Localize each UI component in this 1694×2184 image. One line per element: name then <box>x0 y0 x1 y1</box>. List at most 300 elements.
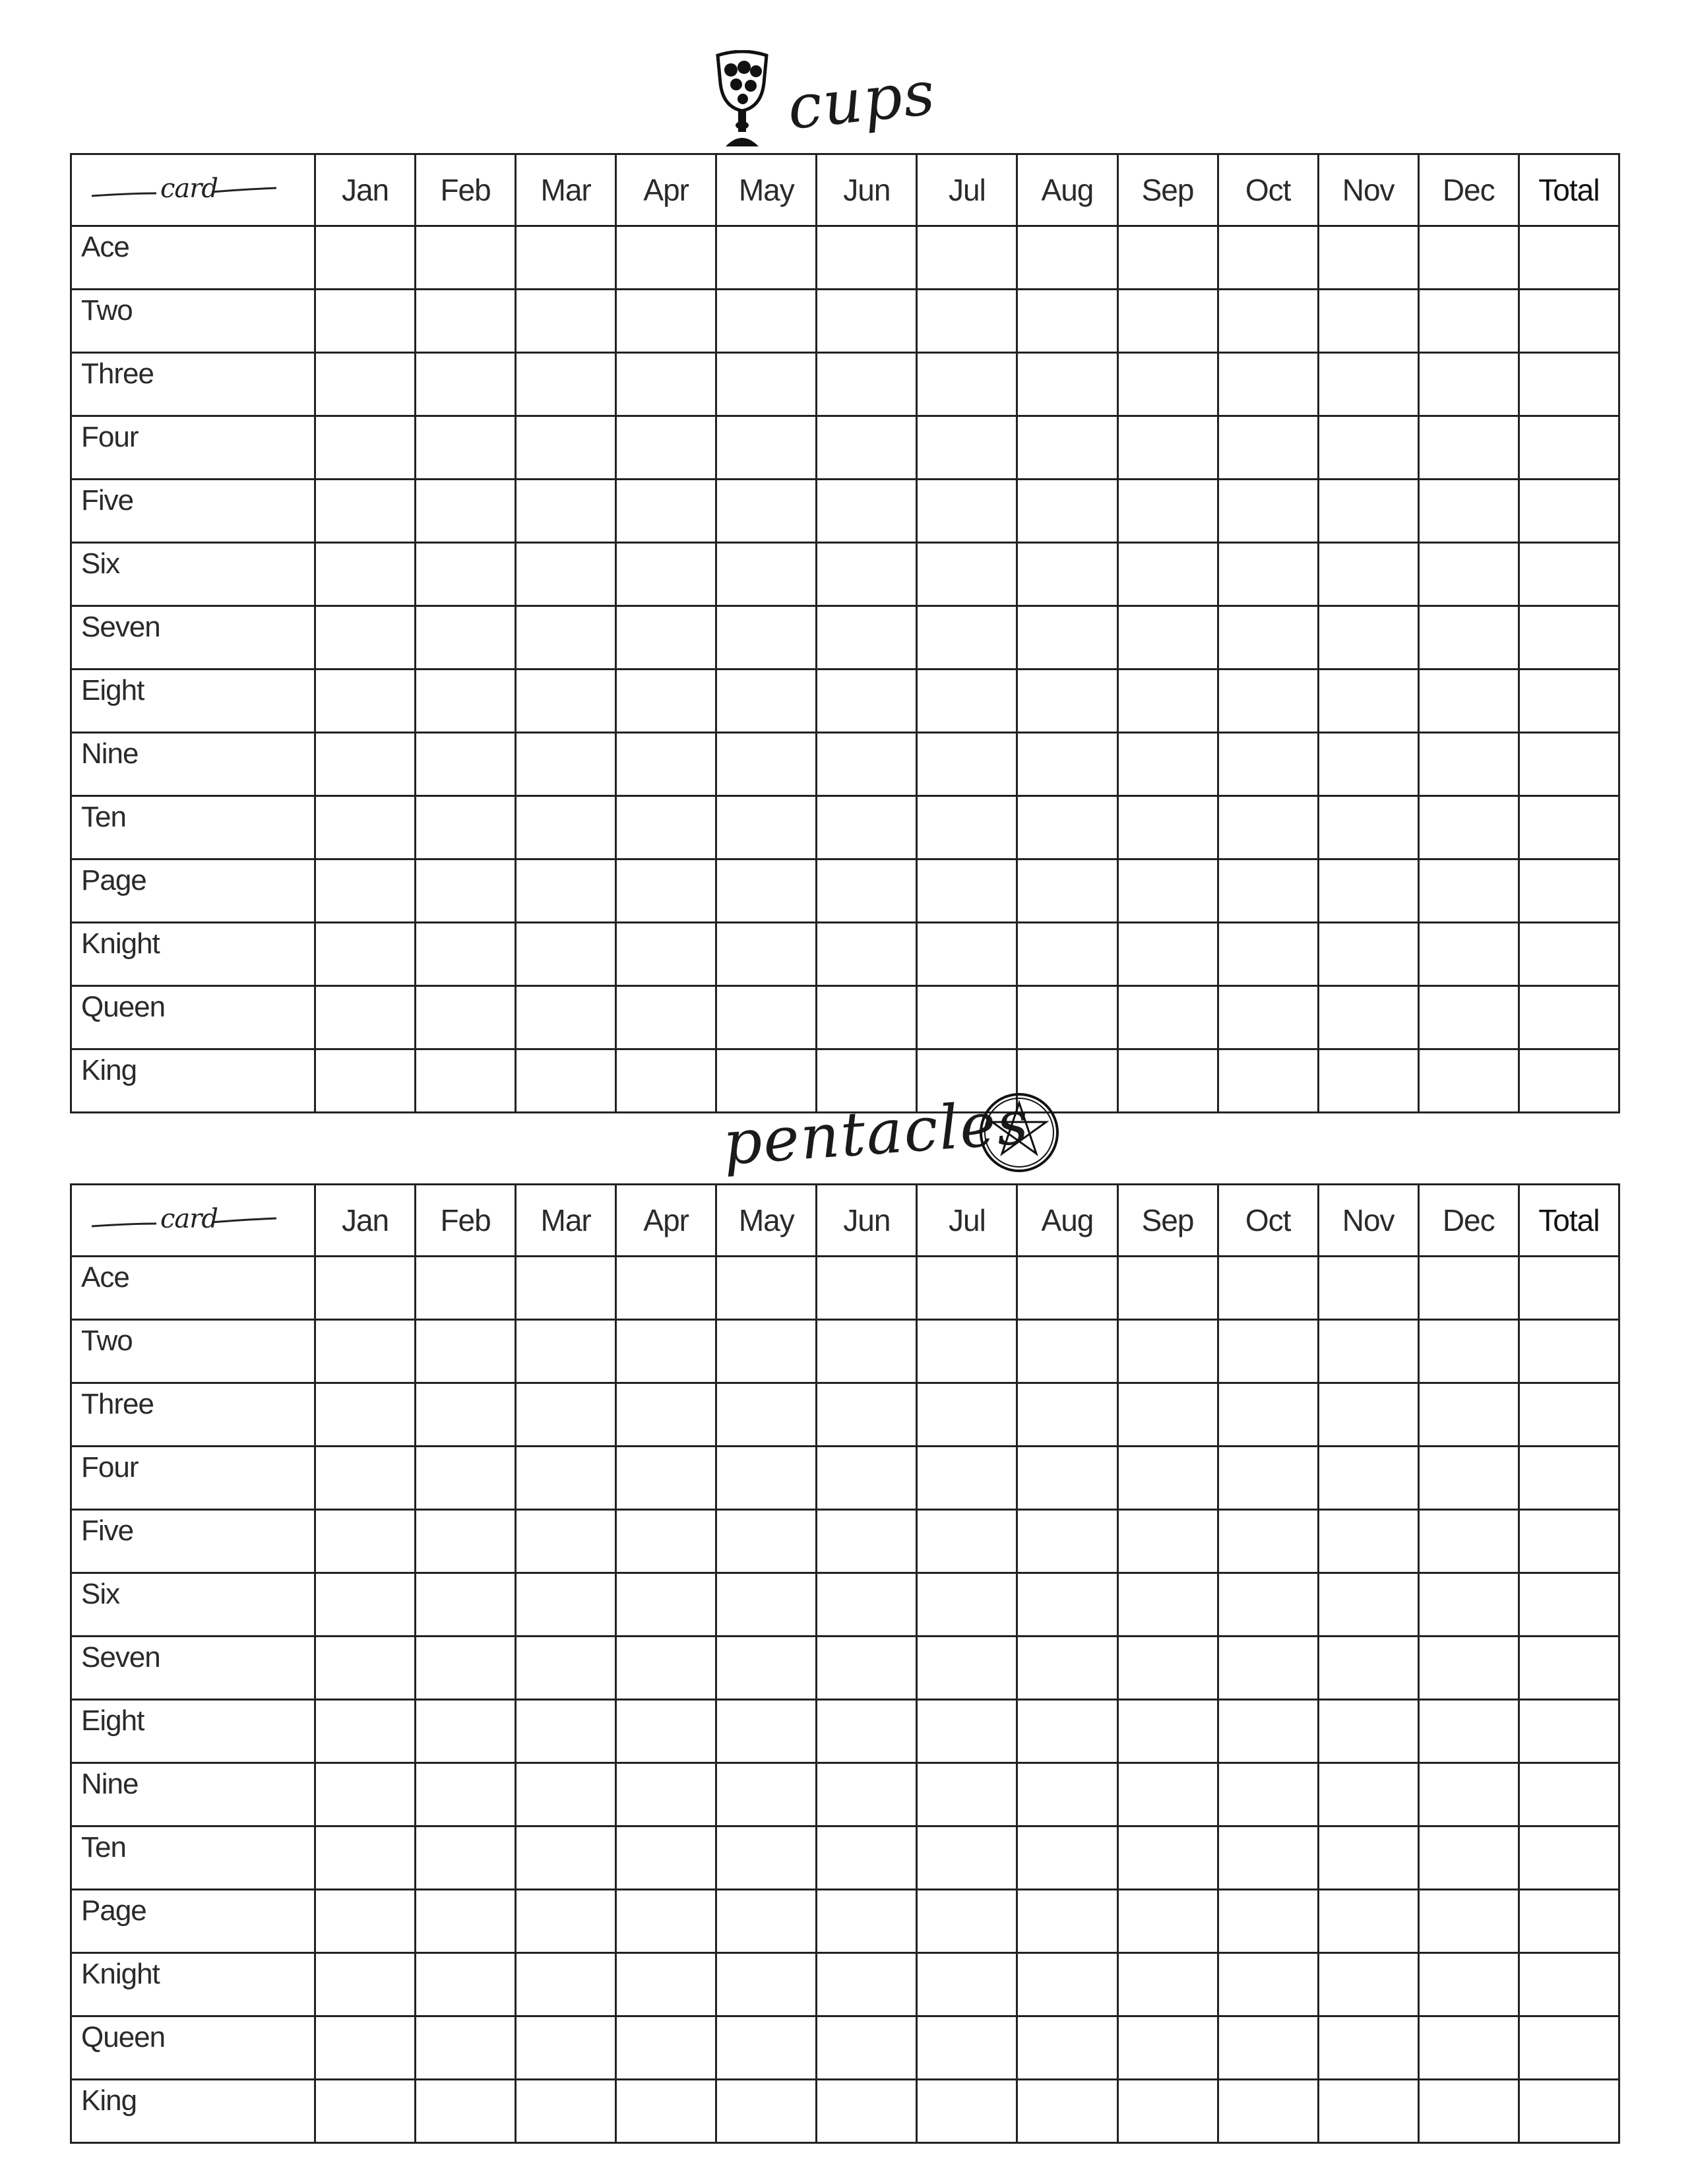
tally-cell-nov[interactable] <box>1318 733 1418 796</box>
tally-cell-jun[interactable] <box>817 923 917 986</box>
tally-cell-aug[interactable] <box>1017 986 1117 1049</box>
tally-cell-jul[interactable] <box>917 1320 1017 1383</box>
tally-cell-sep[interactable] <box>1117 1763 1218 1826</box>
tally-cell-may[interactable] <box>716 606 817 670</box>
tally-cell-jul[interactable] <box>917 226 1017 290</box>
tally-cell-mar[interactable] <box>516 859 616 923</box>
tally-cell-oct[interactable] <box>1218 733 1318 796</box>
tally-cell-dec[interactable] <box>1418 1890 1519 1953</box>
tally-cell-oct[interactable] <box>1218 670 1318 733</box>
tally-cell-may[interactable] <box>716 1510 817 1573</box>
tally-cell-feb[interactable] <box>416 923 516 986</box>
tally-cell-dec[interactable] <box>1418 1257 1519 1320</box>
tally-cell-sep[interactable] <box>1117 1320 1218 1383</box>
tally-cell-dec[interactable] <box>1418 2016 1519 2080</box>
tally-cell-jun[interactable] <box>817 480 917 543</box>
tally-cell-oct[interactable] <box>1218 226 1318 290</box>
tally-cell-apr[interactable] <box>616 290 716 353</box>
tally-cell-oct[interactable] <box>1218 480 1318 543</box>
total-cell[interactable] <box>1519 2080 1619 2143</box>
tally-cell-apr[interactable] <box>616 1826 716 1890</box>
tally-cell-jun[interactable] <box>817 2016 917 2080</box>
total-cell[interactable] <box>1519 1510 1619 1573</box>
total-cell[interactable] <box>1519 1890 1619 1953</box>
tally-cell-oct[interactable] <box>1218 1383 1318 1447</box>
tally-cell-feb[interactable] <box>416 1573 516 1637</box>
tally-cell-aug[interactable] <box>1017 1257 1117 1320</box>
tally-cell-aug[interactable] <box>1017 416 1117 480</box>
tally-cell-dec[interactable] <box>1418 1953 1519 2016</box>
tally-cell-may[interactable] <box>716 1257 817 1320</box>
tally-cell-may[interactable] <box>716 226 817 290</box>
tally-cell-may[interactable] <box>716 2016 817 2080</box>
tally-cell-may[interactable] <box>716 1447 817 1510</box>
tally-cell-dec[interactable] <box>1418 733 1519 796</box>
tally-cell-jun[interactable] <box>817 290 917 353</box>
tally-cell-apr[interactable] <box>616 859 716 923</box>
tally-cell-sep[interactable] <box>1117 1826 1218 1890</box>
tally-cell-feb[interactable] <box>416 1953 516 2016</box>
total-cell[interactable] <box>1519 1383 1619 1447</box>
tally-cell-apr[interactable] <box>616 226 716 290</box>
tally-cell-sep[interactable] <box>1117 290 1218 353</box>
tally-cell-jan[interactable] <box>315 1700 416 1763</box>
tally-cell-jul[interactable] <box>917 923 1017 986</box>
tally-cell-feb[interactable] <box>416 1826 516 1890</box>
tally-cell-may[interactable] <box>716 480 817 543</box>
tally-cell-aug[interactable] <box>1017 606 1117 670</box>
tally-cell-feb[interactable] <box>416 1257 516 1320</box>
total-cell[interactable] <box>1519 859 1619 923</box>
tally-cell-jul[interactable] <box>917 2016 1017 2080</box>
tally-cell-mar[interactable] <box>516 1320 616 1383</box>
tally-cell-nov[interactable] <box>1318 480 1418 543</box>
tally-cell-jan[interactable] <box>315 1320 416 1383</box>
tally-cell-jun[interactable] <box>817 1637 917 1700</box>
total-cell[interactable] <box>1519 1257 1619 1320</box>
tally-cell-apr[interactable] <box>616 543 716 606</box>
tally-cell-aug[interactable] <box>1017 1573 1117 1637</box>
tally-cell-nov[interactable] <box>1318 1826 1418 1890</box>
tally-cell-mar[interactable] <box>516 796 616 859</box>
tally-cell-oct[interactable] <box>1218 416 1318 480</box>
tally-cell-feb[interactable] <box>416 1890 516 1953</box>
total-cell[interactable] <box>1519 1447 1619 1510</box>
total-cell[interactable] <box>1519 1826 1619 1890</box>
tally-cell-apr[interactable] <box>616 1953 716 2016</box>
tally-cell-aug[interactable] <box>1017 1953 1117 2016</box>
tally-cell-oct[interactable] <box>1218 1953 1318 2016</box>
tally-cell-sep[interactable] <box>1117 353 1218 416</box>
tally-cell-may[interactable] <box>716 986 817 1049</box>
tally-cell-mar[interactable] <box>516 606 616 670</box>
tally-cell-may[interactable] <box>716 290 817 353</box>
tally-cell-aug[interactable] <box>1017 480 1117 543</box>
tally-cell-sep[interactable] <box>1117 2080 1218 2143</box>
tally-cell-jan[interactable] <box>315 670 416 733</box>
tally-cell-mar[interactable] <box>516 1257 616 1320</box>
tally-cell-jan[interactable] <box>315 1257 416 1320</box>
tally-cell-mar[interactable] <box>516 733 616 796</box>
tally-cell-may[interactable] <box>716 1953 817 2016</box>
tally-cell-dec[interactable] <box>1418 606 1519 670</box>
tally-cell-aug[interactable] <box>1017 226 1117 290</box>
tally-cell-dec[interactable] <box>1418 543 1519 606</box>
tally-cell-feb[interactable] <box>416 1637 516 1700</box>
tally-cell-jul[interactable] <box>917 1383 1017 1447</box>
tally-cell-jul[interactable] <box>917 1637 1017 1700</box>
tally-cell-aug[interactable] <box>1017 670 1117 733</box>
tally-cell-jul[interactable] <box>917 606 1017 670</box>
tally-cell-oct[interactable] <box>1218 1257 1318 1320</box>
tally-cell-apr[interactable] <box>616 1447 716 1510</box>
tally-cell-jul[interactable] <box>917 2080 1017 2143</box>
tally-cell-jul[interactable] <box>917 1573 1017 1637</box>
tally-cell-mar[interactable] <box>516 226 616 290</box>
total-cell[interactable] <box>1519 670 1619 733</box>
tally-cell-may[interactable] <box>716 1637 817 1700</box>
total-cell[interactable] <box>1519 1763 1619 1826</box>
tally-cell-oct[interactable] <box>1218 1700 1318 1763</box>
tally-cell-aug[interactable] <box>1017 2016 1117 2080</box>
tally-cell-nov[interactable] <box>1318 290 1418 353</box>
total-cell[interactable] <box>1519 1573 1619 1637</box>
tally-cell-jun[interactable] <box>817 1510 917 1573</box>
tally-cell-jun[interactable] <box>817 859 917 923</box>
tally-cell-apr[interactable] <box>616 1573 716 1637</box>
tally-cell-sep[interactable] <box>1117 2016 1218 2080</box>
tally-cell-jul[interactable] <box>917 859 1017 923</box>
tally-cell-jun[interactable] <box>817 1890 917 1953</box>
tally-cell-aug[interactable] <box>1017 1447 1117 1510</box>
tally-cell-mar[interactable] <box>516 1637 616 1700</box>
tally-cell-nov[interactable] <box>1318 1890 1418 1953</box>
tally-cell-may[interactable] <box>716 1383 817 1447</box>
tally-cell-aug[interactable] <box>1017 2080 1117 2143</box>
tally-cell-aug[interactable] <box>1017 1510 1117 1573</box>
tally-cell-nov[interactable] <box>1318 1700 1418 1763</box>
tally-cell-sep[interactable] <box>1117 670 1218 733</box>
tally-cell-apr[interactable] <box>616 1383 716 1447</box>
tally-cell-jun[interactable] <box>817 353 917 416</box>
tally-cell-jun[interactable] <box>817 1383 917 1447</box>
tally-cell-oct[interactable] <box>1218 1320 1318 1383</box>
tally-cell-jan[interactable] <box>315 353 416 416</box>
tally-cell-oct[interactable] <box>1218 353 1318 416</box>
tally-cell-sep[interactable] <box>1117 1637 1218 1700</box>
tally-cell-nov[interactable] <box>1318 796 1418 859</box>
total-cell[interactable] <box>1519 1953 1619 2016</box>
tally-cell-dec[interactable] <box>1418 1383 1519 1447</box>
tally-cell-sep[interactable] <box>1117 859 1218 923</box>
tally-cell-feb[interactable] <box>416 1763 516 1826</box>
tally-cell-may[interactable] <box>716 416 817 480</box>
tally-cell-dec[interactable] <box>1418 353 1519 416</box>
total-cell[interactable] <box>1519 923 1619 986</box>
tally-cell-jun[interactable] <box>817 1700 917 1763</box>
tally-cell-oct[interactable] <box>1218 1447 1318 1510</box>
tally-cell-dec[interactable] <box>1418 2080 1519 2143</box>
tally-cell-dec[interactable] <box>1418 1763 1519 1826</box>
tally-cell-aug[interactable] <box>1017 1763 1117 1826</box>
total-cell[interactable] <box>1519 1700 1619 1763</box>
tally-cell-sep[interactable] <box>1117 416 1218 480</box>
tally-cell-dec[interactable] <box>1418 859 1519 923</box>
tally-cell-feb[interactable] <box>416 290 516 353</box>
tally-cell-apr[interactable] <box>616 1257 716 1320</box>
tally-cell-apr[interactable] <box>616 670 716 733</box>
tally-cell-sep[interactable] <box>1117 733 1218 796</box>
tally-cell-mar[interactable] <box>516 1510 616 1573</box>
tally-cell-dec[interactable] <box>1418 1320 1519 1383</box>
tally-cell-aug[interactable] <box>1017 353 1117 416</box>
tally-cell-nov[interactable] <box>1318 1573 1418 1637</box>
tally-cell-jun[interactable] <box>817 416 917 480</box>
tally-cell-may[interactable] <box>716 733 817 796</box>
tally-cell-may[interactable] <box>716 1763 817 1826</box>
tally-cell-may[interactable] <box>716 543 817 606</box>
tally-cell-feb[interactable] <box>416 859 516 923</box>
tally-cell-apr[interactable] <box>616 1510 716 1573</box>
tally-cell-nov[interactable] <box>1318 416 1418 480</box>
tally-cell-dec[interactable] <box>1418 923 1519 986</box>
tally-cell-nov[interactable] <box>1318 353 1418 416</box>
tally-cell-mar[interactable] <box>516 923 616 986</box>
tally-cell-sep[interactable] <box>1117 986 1218 1049</box>
tally-cell-jul[interactable] <box>917 1826 1017 1890</box>
tally-cell-nov[interactable] <box>1318 543 1418 606</box>
tally-cell-jul[interactable] <box>917 416 1017 480</box>
tally-cell-mar[interactable] <box>516 1890 616 1953</box>
tally-cell-sep[interactable] <box>1117 923 1218 986</box>
tally-cell-jun[interactable] <box>817 796 917 859</box>
tally-cell-feb[interactable] <box>416 353 516 416</box>
tally-cell-feb[interactable] <box>416 1383 516 1447</box>
tally-cell-jun[interactable] <box>817 226 917 290</box>
tally-cell-jun[interactable] <box>817 543 917 606</box>
tally-cell-sep[interactable] <box>1117 1510 1218 1573</box>
tally-cell-mar[interactable] <box>516 2016 616 2080</box>
tally-cell-mar[interactable] <box>516 543 616 606</box>
tally-cell-jun[interactable] <box>817 1447 917 1510</box>
tally-cell-nov[interactable] <box>1318 1510 1418 1573</box>
tally-cell-jul[interactable] <box>917 733 1017 796</box>
tally-cell-sep[interactable] <box>1117 796 1218 859</box>
tally-cell-sep[interactable] <box>1117 1890 1218 1953</box>
tally-cell-sep[interactable] <box>1117 226 1218 290</box>
tally-cell-apr[interactable] <box>616 1890 716 1953</box>
tally-cell-jan[interactable] <box>315 606 416 670</box>
total-cell[interactable] <box>1519 1637 1619 1700</box>
tally-cell-sep[interactable] <box>1117 1257 1218 1320</box>
tally-cell-feb[interactable] <box>416 543 516 606</box>
tally-cell-nov[interactable] <box>1318 1257 1418 1320</box>
tally-cell-jul[interactable] <box>917 353 1017 416</box>
tally-cell-mar[interactable] <box>516 1763 616 1826</box>
tally-cell-mar[interactable] <box>516 1573 616 1637</box>
tally-cell-jul[interactable] <box>917 1257 1017 1320</box>
tally-cell-aug[interactable] <box>1017 1826 1117 1890</box>
tally-cell-jan[interactable] <box>315 986 416 1049</box>
tally-cell-jan[interactable] <box>315 1447 416 1510</box>
tally-cell-jan[interactable] <box>315 923 416 986</box>
total-cell[interactable] <box>1519 290 1619 353</box>
tally-cell-jun[interactable] <box>817 1826 917 1890</box>
tally-cell-apr[interactable] <box>616 480 716 543</box>
tally-cell-oct[interactable] <box>1218 2080 1318 2143</box>
tally-cell-oct[interactable] <box>1218 1573 1318 1637</box>
tally-cell-jan[interactable] <box>315 480 416 543</box>
tally-cell-feb[interactable] <box>416 733 516 796</box>
tally-cell-dec[interactable] <box>1418 226 1519 290</box>
total-cell[interactable] <box>1519 606 1619 670</box>
tally-cell-oct[interactable] <box>1218 1763 1318 1826</box>
tally-cell-dec[interactable] <box>1418 986 1519 1049</box>
tally-cell-feb[interactable] <box>416 606 516 670</box>
tally-cell-oct[interactable] <box>1218 543 1318 606</box>
tally-cell-apr[interactable] <box>616 2080 716 2143</box>
tally-cell-may[interactable] <box>716 1573 817 1637</box>
tally-cell-jan[interactable] <box>315 796 416 859</box>
tally-cell-oct[interactable] <box>1218 986 1318 1049</box>
tally-cell-feb[interactable] <box>416 416 516 480</box>
tally-cell-may[interactable] <box>716 923 817 986</box>
tally-cell-aug[interactable] <box>1017 290 1117 353</box>
tally-cell-feb[interactable] <box>416 1700 516 1763</box>
tally-cell-mar[interactable] <box>516 480 616 543</box>
tally-cell-jan[interactable] <box>315 2016 416 2080</box>
tally-cell-jul[interactable] <box>917 480 1017 543</box>
tally-cell-jan[interactable] <box>315 1383 416 1447</box>
tally-cell-jul[interactable] <box>917 1890 1017 1953</box>
tally-cell-jun[interactable] <box>817 670 917 733</box>
tally-cell-feb[interactable] <box>416 2080 516 2143</box>
tally-cell-nov[interactable] <box>1318 670 1418 733</box>
tally-cell-oct[interactable] <box>1218 796 1318 859</box>
tally-cell-apr[interactable] <box>616 796 716 859</box>
tally-cell-feb[interactable] <box>416 1447 516 1510</box>
tally-cell-dec[interactable] <box>1418 1700 1519 1763</box>
total-cell[interactable] <box>1519 733 1619 796</box>
tally-cell-aug[interactable] <box>1017 733 1117 796</box>
tally-cell-apr[interactable] <box>616 1700 716 1763</box>
tally-cell-mar[interactable] <box>516 670 616 733</box>
tally-cell-jun[interactable] <box>817 2080 917 2143</box>
tally-cell-jan[interactable] <box>315 290 416 353</box>
tally-cell-feb[interactable] <box>416 796 516 859</box>
tally-cell-apr[interactable] <box>616 1763 716 1826</box>
tally-cell-oct[interactable] <box>1218 1826 1318 1890</box>
tally-cell-jan[interactable] <box>315 1826 416 1890</box>
tally-cell-sep[interactable] <box>1117 606 1218 670</box>
tally-cell-aug[interactable] <box>1017 1383 1117 1447</box>
tally-cell-jul[interactable] <box>917 1510 1017 1573</box>
total-cell[interactable] <box>1519 543 1619 606</box>
tally-cell-jul[interactable] <box>917 1953 1017 2016</box>
tally-cell-nov[interactable] <box>1318 1637 1418 1700</box>
tally-cell-dec[interactable] <box>1418 1573 1519 1637</box>
tally-cell-oct[interactable] <box>1218 1510 1318 1573</box>
tally-cell-jan[interactable] <box>315 1890 416 1953</box>
tally-cell-sep[interactable] <box>1117 1573 1218 1637</box>
tally-cell-sep[interactable] <box>1117 1953 1218 2016</box>
tally-cell-aug[interactable] <box>1017 1637 1117 1700</box>
tally-cell-oct[interactable] <box>1218 2016 1318 2080</box>
total-cell[interactable] <box>1519 1320 1619 1383</box>
tally-cell-apr[interactable] <box>616 733 716 796</box>
tally-cell-mar[interactable] <box>516 1700 616 1763</box>
tally-cell-jun[interactable] <box>817 1257 917 1320</box>
tally-cell-aug[interactable] <box>1017 796 1117 859</box>
tally-cell-jul[interactable] <box>917 986 1017 1049</box>
tally-cell-nov[interactable] <box>1318 1383 1418 1447</box>
total-cell[interactable] <box>1519 416 1619 480</box>
tally-cell-apr[interactable] <box>616 1637 716 1700</box>
tally-cell-feb[interactable] <box>416 1510 516 1573</box>
tally-cell-dec[interactable] <box>1418 416 1519 480</box>
tally-cell-jun[interactable] <box>817 606 917 670</box>
tally-cell-nov[interactable] <box>1318 1953 1418 2016</box>
tally-cell-nov[interactable] <box>1318 1447 1418 1510</box>
tally-cell-mar[interactable] <box>516 1953 616 2016</box>
tally-cell-jan[interactable] <box>315 1763 416 1826</box>
tally-cell-aug[interactable] <box>1017 1890 1117 1953</box>
tally-cell-dec[interactable] <box>1418 1510 1519 1573</box>
tally-cell-may[interactable] <box>716 670 817 733</box>
tally-cell-feb[interactable] <box>416 480 516 543</box>
tally-cell-feb[interactable] <box>416 2016 516 2080</box>
tally-cell-aug[interactable] <box>1017 1700 1117 1763</box>
tally-cell-nov[interactable] <box>1318 1320 1418 1383</box>
tally-cell-mar[interactable] <box>516 1383 616 1447</box>
tally-cell-jul[interactable] <box>917 543 1017 606</box>
tally-cell-apr[interactable] <box>616 1320 716 1383</box>
tally-cell-nov[interactable] <box>1318 923 1418 986</box>
tally-cell-mar[interactable] <box>516 1447 616 1510</box>
tally-cell-oct[interactable] <box>1218 1890 1318 1953</box>
tally-cell-apr[interactable] <box>616 2016 716 2080</box>
tally-cell-jul[interactable] <box>917 1700 1017 1763</box>
total-cell[interactable] <box>1519 796 1619 859</box>
tally-cell-oct[interactable] <box>1218 1637 1318 1700</box>
tally-cell-oct[interactable] <box>1218 290 1318 353</box>
tally-cell-may[interactable] <box>716 1826 817 1890</box>
tally-cell-dec[interactable] <box>1418 1637 1519 1700</box>
tally-cell-jan[interactable] <box>315 859 416 923</box>
tally-cell-sep[interactable] <box>1117 1383 1218 1447</box>
tally-cell-feb[interactable] <box>416 1320 516 1383</box>
tally-cell-dec[interactable] <box>1418 290 1519 353</box>
tally-cell-jan[interactable] <box>315 543 416 606</box>
tally-cell-may[interactable] <box>716 1320 817 1383</box>
tally-cell-may[interactable] <box>716 859 817 923</box>
tally-cell-jun[interactable] <box>817 733 917 796</box>
tally-cell-dec[interactable] <box>1418 480 1519 543</box>
tally-cell-nov[interactable] <box>1318 2016 1418 2080</box>
tally-cell-jan[interactable] <box>315 226 416 290</box>
tally-cell-sep[interactable] <box>1117 480 1218 543</box>
tally-cell-nov[interactable] <box>1318 606 1418 670</box>
tally-cell-may[interactable] <box>716 2080 817 2143</box>
tally-cell-may[interactable] <box>716 353 817 416</box>
tally-cell-nov[interactable] <box>1318 226 1418 290</box>
tally-cell-jan[interactable] <box>315 416 416 480</box>
tally-cell-sep[interactable] <box>1117 543 1218 606</box>
tally-cell-mar[interactable] <box>516 2080 616 2143</box>
tally-cell-jan[interactable] <box>315 1510 416 1573</box>
tally-cell-aug[interactable] <box>1017 923 1117 986</box>
tally-cell-jun[interactable] <box>817 1953 917 2016</box>
